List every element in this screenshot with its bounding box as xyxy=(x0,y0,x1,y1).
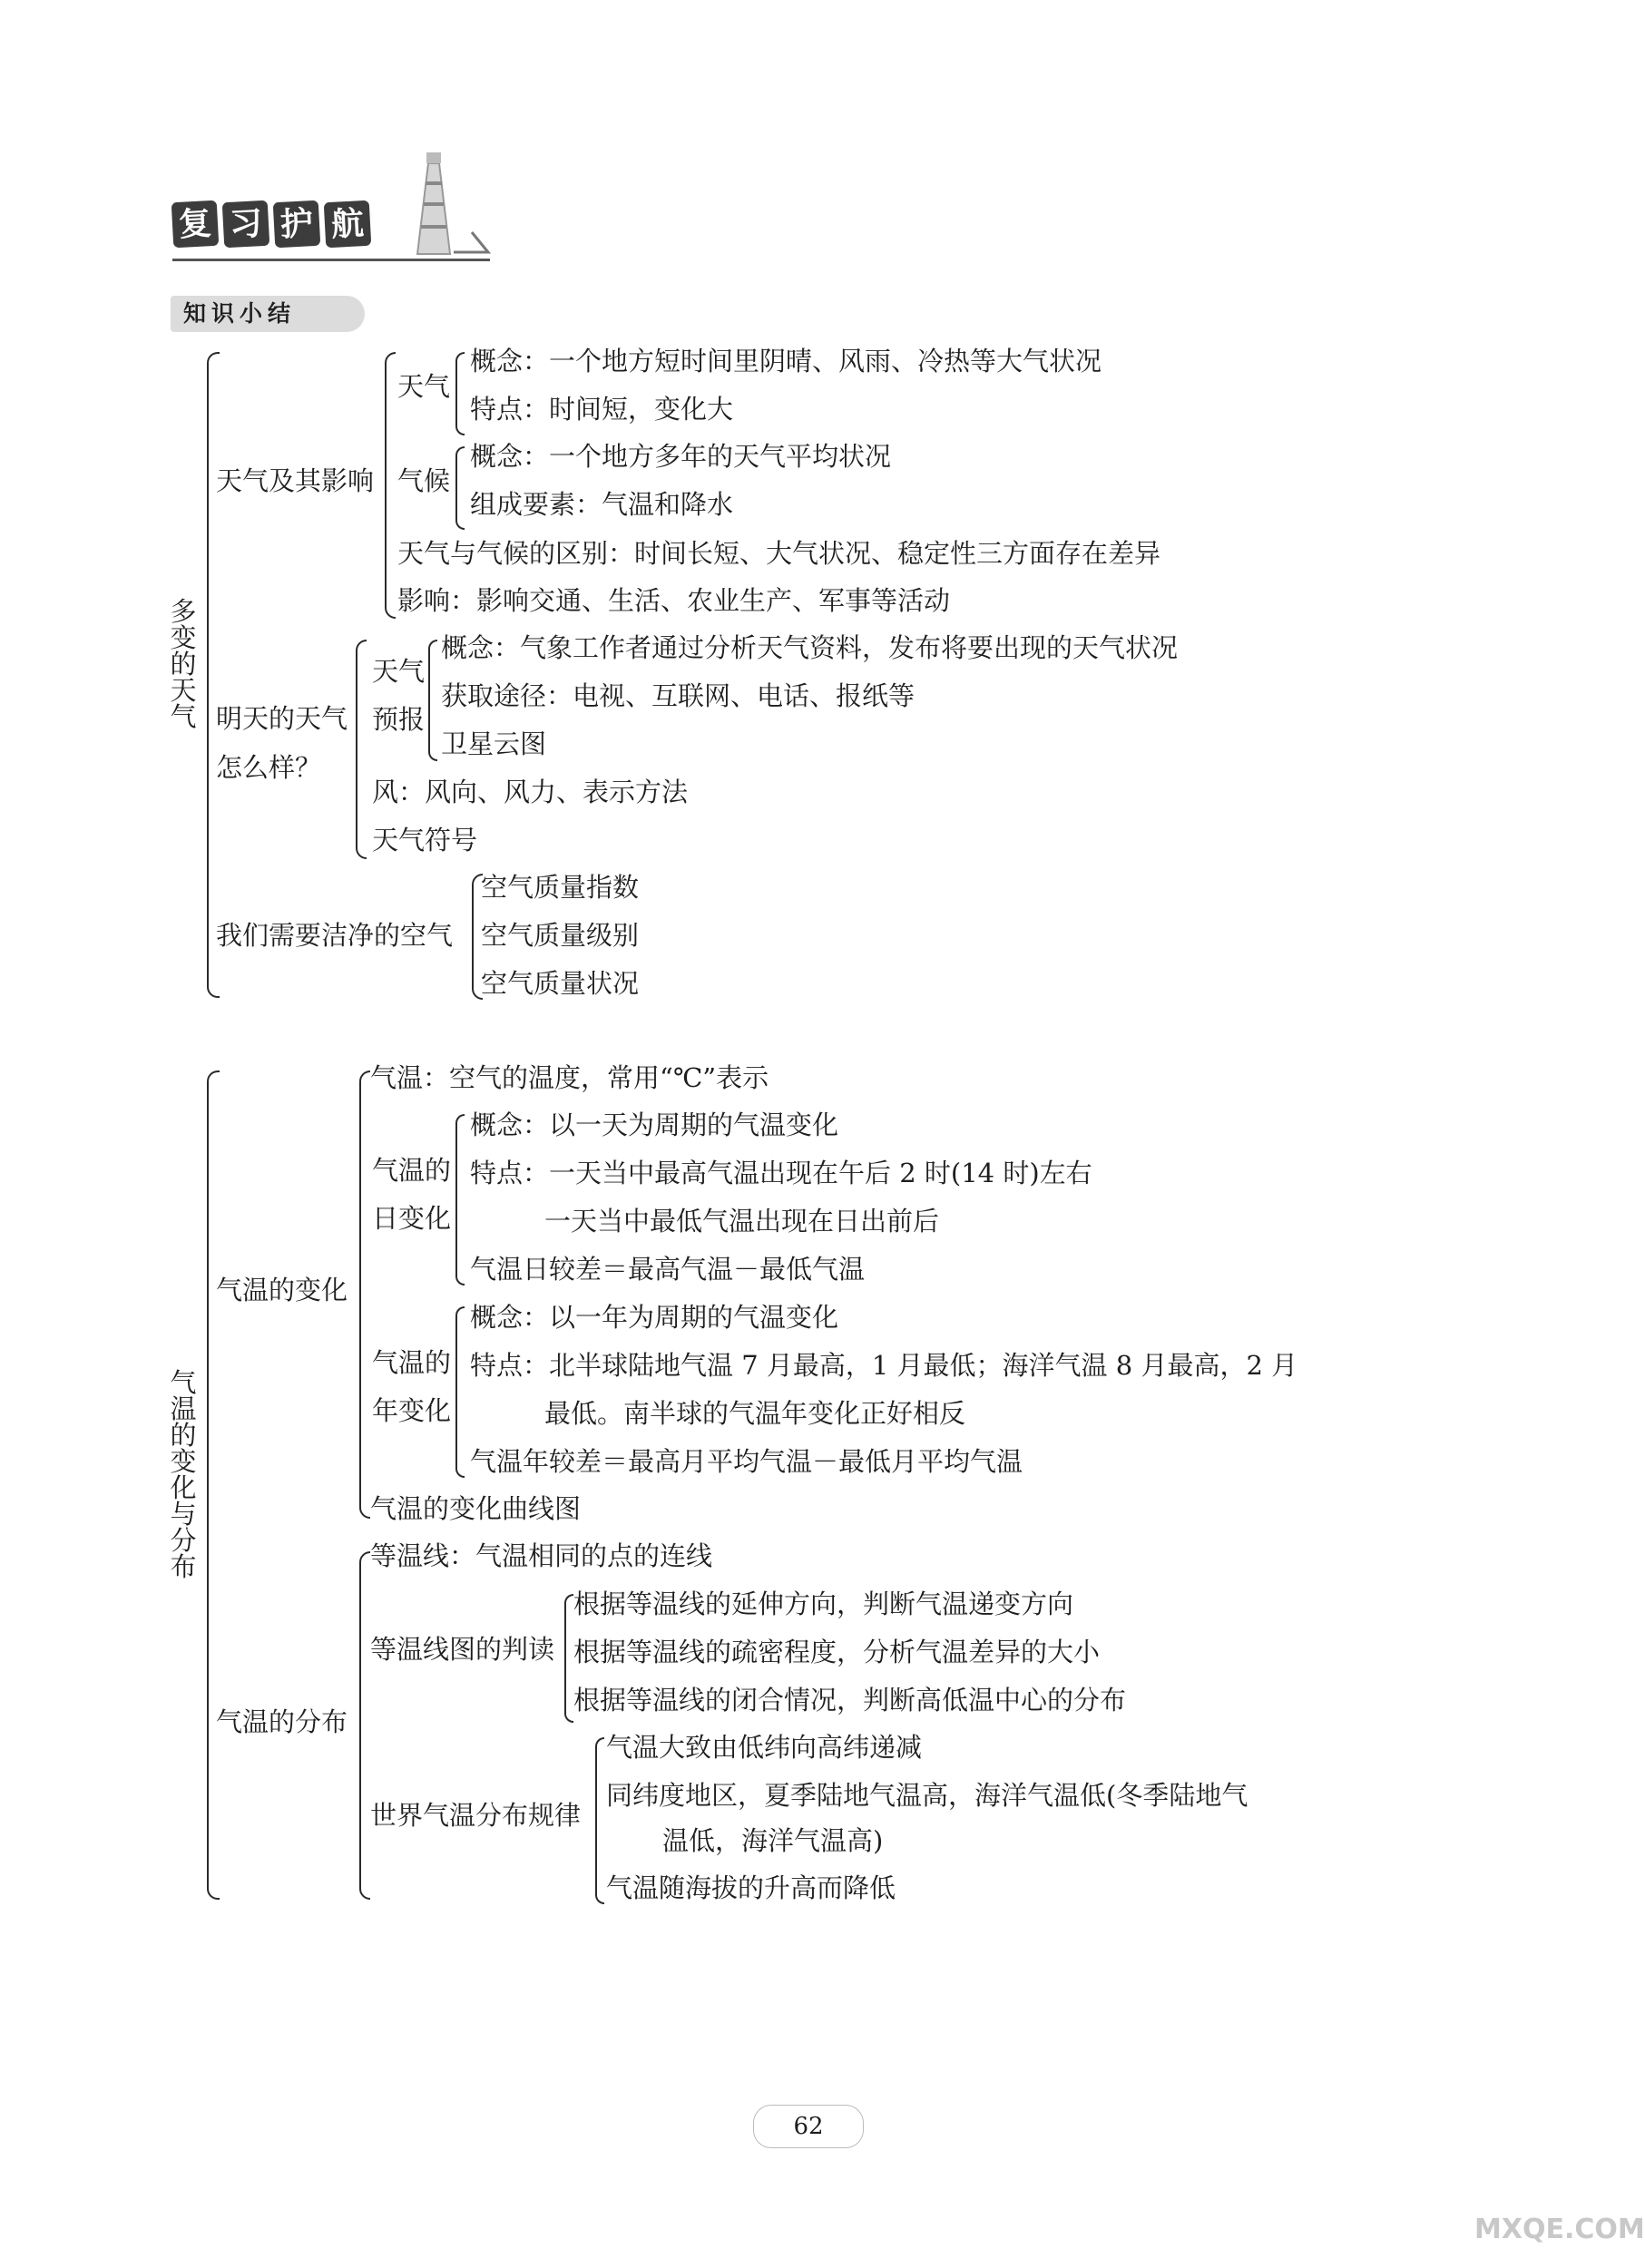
world-pattern-item-2b: 温低，海洋气温高) xyxy=(662,1825,884,1856)
tree2-b1-brace xyxy=(359,1070,370,1519)
title-char: 习 xyxy=(222,200,270,249)
annual-change-label-line1: 气温的 xyxy=(372,1347,452,1378)
tree1-root-brace xyxy=(207,352,220,998)
tree2-b2-label: 气温的分布 xyxy=(216,1706,348,1737)
tree1-b2-brace xyxy=(356,640,367,859)
tree1-root-label: 多变的天气 xyxy=(170,596,197,732)
tree2-b1-label: 气温的变化 xyxy=(216,1275,348,1305)
daily-feature-1: 特点：一天当中最高气温出现在午后 2 时(14 时)左右 xyxy=(470,1158,1092,1188)
world-pattern-item-1: 气温大致由低纬向高纬递减 xyxy=(606,1732,923,1763)
climate-elements: 组成要素：气温和降水 xyxy=(470,489,734,520)
tree1-b1-brace xyxy=(385,352,396,619)
tree1-b2-label-line1: 明天的天气 xyxy=(216,703,348,734)
forecast-concept: 概念：气象工作者通过分析天气资料，发布将要出现的天气状况 xyxy=(441,632,1179,663)
weather-feature: 特点：时间短，变化大 xyxy=(470,394,734,425)
forecast-label-line1: 天气 xyxy=(372,656,426,687)
temperature-definition: 气温：空气的温度，常用“℃”表示 xyxy=(370,1062,769,1093)
forecast-satellite: 卫星云图 xyxy=(441,728,547,759)
annual-range: 气温年较差＝最高月平均气温－最低月平均气温 xyxy=(470,1446,1023,1477)
weather-symbols: 天气符号 xyxy=(372,825,478,855)
annual-concept: 概念：以一年为周期的气温变化 xyxy=(470,1302,839,1333)
lighthouse-icon xyxy=(381,145,490,259)
climate-concept: 概念：一个地方多年的天气平均状况 xyxy=(470,441,892,472)
world-pattern-brace xyxy=(595,1737,604,1904)
world-pattern-item-3: 气温随海拔的升高而降低 xyxy=(606,1872,896,1903)
header-underline xyxy=(172,259,490,261)
climate-label: 气候 xyxy=(397,465,451,496)
wind-info: 风：风向、风力、表示方法 xyxy=(372,777,689,807)
temperature-curve: 气温的变化曲线图 xyxy=(370,1493,582,1524)
weather-brace xyxy=(455,352,465,435)
annual-feature-1: 特点：北半球陆地气温 7 月最高，1 月最低；海洋气温 8 月最高，2 月 xyxy=(470,1350,1298,1381)
daily-concept: 概念：以一天为周期的气温变化 xyxy=(470,1110,839,1140)
weather-concept: 概念：一个地方短时间里阴晴、风雨、冷热等大气状况 xyxy=(470,346,1102,376)
title-char: 护 xyxy=(273,200,321,249)
isotherm-reading-brace xyxy=(564,1594,573,1723)
world-pattern-label: 世界气温分布规律 xyxy=(370,1800,582,1831)
annual-feature-2: 最低。南半球的气温年变化正好相反 xyxy=(544,1398,966,1429)
isotherm-reading-item: 根据等温线的疏密程度，分析气温差异的大小 xyxy=(573,1637,1101,1667)
tree2-b2-brace xyxy=(359,1551,370,1900)
annual-change-label-line2: 年变化 xyxy=(372,1395,452,1426)
climate-brace xyxy=(455,446,465,530)
daily-range: 气温日较差＝最高气温－最低气温 xyxy=(470,1254,866,1285)
title-char: 航 xyxy=(324,200,372,249)
isotherm-reading-label: 等温线图的判读 xyxy=(370,1634,555,1665)
tree2-root-brace xyxy=(207,1070,220,1900)
weather-impact: 影响：影响交通、生活、农业生产、军事等活动 xyxy=(397,585,951,616)
tree1-b3-label: 我们需要洁净的空气 xyxy=(216,920,454,951)
forecast-brace xyxy=(428,640,437,761)
title-char: 复 xyxy=(171,200,220,249)
world-pattern-item-2a: 同纬度地区，夏季陆地气温高，海洋气温低(冬季陆地气 xyxy=(606,1780,1248,1811)
watermark: MXQE.COM xyxy=(1474,2214,1645,2245)
tree1-b1-label: 天气及其影响 xyxy=(216,465,375,496)
tree2-root-label: 气温的变化与分布 xyxy=(170,1367,197,1582)
daily-change-brace xyxy=(455,1114,465,1286)
daily-feature-2: 一天当中最低气温出现在日出前后 xyxy=(544,1206,940,1237)
air-quality-item: 空气质量指数 xyxy=(481,872,640,903)
tree1-b2-label-line2: 怎么样？ xyxy=(216,752,322,783)
air-quality-item: 空气质量级别 xyxy=(481,920,640,951)
air-quality-item: 空气质量状况 xyxy=(481,968,640,999)
section-tag: 知识小结 xyxy=(171,296,365,332)
annual-change-brace xyxy=(455,1306,465,1478)
forecast-label-line2: 预报 xyxy=(372,704,426,735)
page-number: 62 xyxy=(753,2105,864,2148)
weather-label: 天气 xyxy=(397,371,451,402)
isotherm-definition: 等温线：气温相同的点的连线 xyxy=(370,1540,713,1571)
page-title xyxy=(172,201,376,252)
daily-change-label-line1: 气温的 xyxy=(372,1155,452,1186)
daily-change-label-line2: 日变化 xyxy=(372,1203,452,1234)
isotherm-reading-item: 根据等温线的延伸方向，判断气温递变方向 xyxy=(573,1589,1074,1619)
weather-climate-difference: 天气与气候的区别：时间长短、大气状况、稳定性三方面存在差异 xyxy=(397,538,1161,569)
forecast-access: 获取途径：电视、互联网、电话、报纸等 xyxy=(441,680,916,711)
isotherm-reading-item: 根据等温线的闭合情况，判断高低温中心的分布 xyxy=(573,1685,1127,1716)
